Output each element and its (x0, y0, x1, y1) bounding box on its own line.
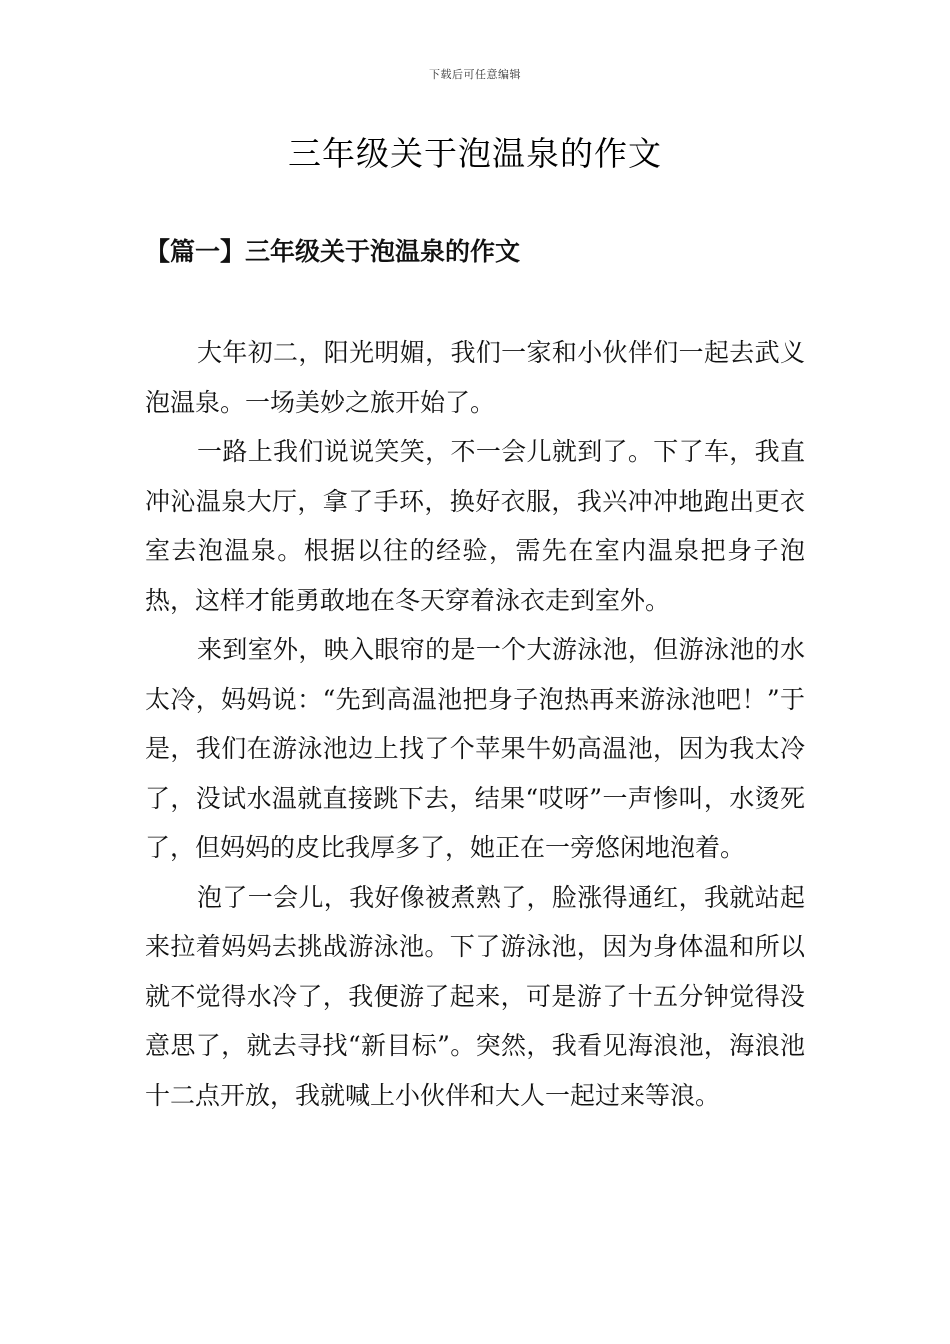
section-heading: 【篇一】三年级关于泡温泉的作文 (145, 237, 521, 266)
header-note: 下载后可任意编辑 (429, 68, 521, 81)
essay-body (145, 328, 805, 1120)
paragraph-2: 一路上我们说说笑笑，不一会儿就到了。下了车，我直冲沁温泉大厅，拿了手环，换好衣服，我兴冲冲地跑出更衣室去泡温泉。根据以往的经验，需先在室内温泉把身子泡热，这样才能勇敢地在冬天穿着泳衣走到室外。 (145, 437, 805, 615)
paragraph-1: 大年初二，阳光明媚，我们一家和小伙伴们一起去武义泡温泉。一场美妙之旅开始了。 (145, 338, 805, 417)
paragraph-4: 泡了一会儿，我好像被煮熟了，脸涨得通红，我就站起来拉着妈妈去挑战游泳池。下了游泳池，因为身体温和所以就不觉得水冷了，我便游了起来，可是游了十五分钟觉得没意思了，就去寻找“新目标”。突然，我看见海浪池，海浪池十二点开放，我就喊上小伙伴和大人一起过来等浪。 (145, 882, 805, 1110)
paragraph-3: 来到室外，映入眼帘的是一个大游泳池，但游泳池的水太冷，妈妈说：“先到高温池把身子泡热再来游泳池吧！”于是，我们在游泳池边上找了个苹果牛奶高温池，因为我太冷了，没试水温就直接跳下去，结果“哎呀”一声惨叫，水烫死了，但妈妈的皮比我厚多了，她正在一旁悠闲地泡着。 (145, 635, 805, 862)
document-title: 三年级关于泡温泉的作文 (288, 134, 662, 173)
